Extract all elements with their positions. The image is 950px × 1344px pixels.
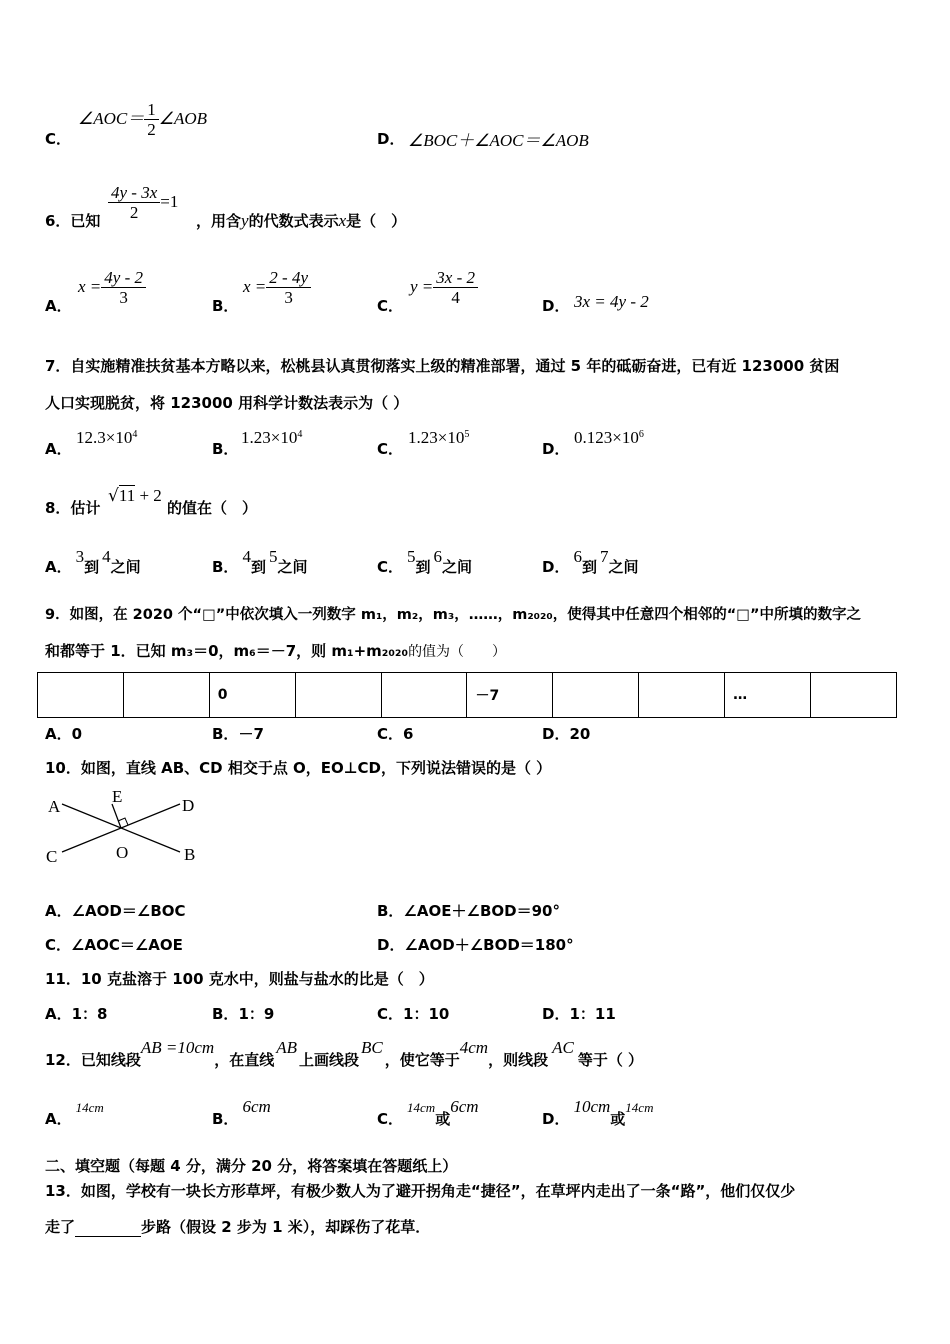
q6-stem-suffix: ，用含y的代数式表示x是（ ） bbox=[196, 211, 407, 230]
grid-cell bbox=[553, 673, 639, 718]
q6-option-a-expr: x = $\frac{4y - 2}{3}$ bbox=[78, 268, 146, 307]
q7-stem-line1: 7．自实施精准扶贫基本方略以来，松桃县认真贯彻落实上级的精准部署，通过 5 年的砥砺奋进，已有近 123000 贫困 bbox=[45, 357, 840, 375]
q13-stem-line2: 走了 步路（假设 2 步为 1 米），却踩伤了花草． bbox=[45, 1218, 431, 1236]
q9-number-grid bbox=[37, 672, 897, 718]
grid-cell bbox=[639, 673, 725, 718]
q12-stem: 12．已知线段AB =10cm，在直线AB上画线段BC，使它等于4cm，则线段AC等于（ ） bbox=[45, 1038, 644, 1069]
q10-intersecting-lines-figure bbox=[40, 782, 210, 872]
q6-option-c-expr: y = $\frac{3x - 2}{4}$ bbox=[410, 268, 478, 307]
label-c: C bbox=[46, 847, 58, 866]
q7-option-a-label: A． bbox=[45, 440, 72, 458]
q5-option-c-expr: ∠AOC＝ $\frac{1}{2}$ ∠AOB bbox=[78, 100, 208, 139]
q6-option-c-label: C． bbox=[377, 297, 404, 315]
q7-option-b-label: B． bbox=[212, 440, 239, 458]
grid-cell bbox=[381, 673, 467, 718]
q8-stem-suffix: 的值在（ ） bbox=[167, 499, 258, 517]
q10-option-d: D．∠AOD＋∠BOD＝180° bbox=[377, 936, 574, 954]
label-e: E bbox=[112, 787, 123, 806]
q6-option-b-label: B． bbox=[212, 297, 239, 315]
label-o: O bbox=[116, 843, 129, 862]
q7-option-c-value: $1.23\times 10^5$ bbox=[408, 428, 470, 447]
grid-cell: －7 bbox=[467, 673, 553, 718]
q12-option-a: A．14cm bbox=[45, 1100, 104, 1128]
q7-option-d-label: D． bbox=[542, 440, 570, 458]
q9-option-c: C．6 bbox=[377, 725, 414, 743]
q7-option-c-label: C． bbox=[377, 440, 404, 458]
q13-answer-blank[interactable] bbox=[75, 1222, 141, 1237]
q8-option-d: D．6到7之间 bbox=[542, 547, 639, 576]
q12-option-c: C．14cm或6cm bbox=[377, 1097, 479, 1128]
label-b: B bbox=[184, 845, 196, 864]
q9-option-d: D．20 bbox=[542, 725, 591, 743]
q8-stem-prefix: 8．估计 bbox=[45, 499, 101, 517]
q9-option-b: B．－7 bbox=[212, 725, 264, 743]
q6-stem-prefix: 6．已知 bbox=[45, 212, 101, 230]
section2-heading: 二、填空题（每题 4 分，满分 20 分，将答案填在答题纸上） bbox=[45, 1157, 458, 1175]
q6-option-d-label: D． bbox=[542, 297, 570, 315]
q10-stem: 10．如图，直线 AB、CD 相交于点 O，EO⊥CD，下列说法错误的是（ ） bbox=[45, 759, 552, 777]
q7-option-b-value: $1.23\times 10^4$ bbox=[241, 428, 303, 447]
grid-cell: … bbox=[725, 673, 811, 718]
q7-option-a-value: $12.3\times 10^4$ bbox=[76, 428, 138, 447]
label-d: D bbox=[182, 796, 195, 815]
q8-option-a: A．3到4之间 bbox=[45, 547, 141, 576]
q7-option-d-value: $0.123\times 10^6$ bbox=[574, 428, 644, 447]
grid-cell bbox=[123, 673, 209, 718]
q11-option-a: A．1：8 bbox=[45, 1005, 108, 1023]
q8-option-b: B．4到5之间 bbox=[212, 547, 308, 576]
q10-option-c: C．∠AOC＝∠AOE bbox=[45, 936, 183, 954]
q9-stem-line1: 9．如图，在 2020 个“□”中依次填入一列数字 m₁，m₂，m₃，……，m₂₀₂₀，使得其中任意四个相邻的“□”中所填的数字之 bbox=[45, 607, 861, 623]
label-a: A bbox=[48, 797, 61, 816]
q6-option-a-label: A． bbox=[45, 297, 72, 315]
q11-stem: 11．10 克盐溶于 100 克水中，则盐与盐水的比是（ ） bbox=[45, 970, 434, 988]
q6-option-d-expr: 3x = 4y - 2 bbox=[574, 292, 649, 311]
grid-cell bbox=[38, 673, 124, 718]
q9-option-a: A．0 bbox=[45, 725, 83, 743]
q8-stem-expression: √11 + 2 bbox=[108, 486, 162, 506]
q10-option-b: B．∠AOE＋∠BOD＝90° bbox=[377, 902, 560, 920]
q9-stem-line2: 和都等于 1．已知 m₃＝0，m₆＝－7，则 m₁+m₂₀₂₀的值为（ ） bbox=[45, 642, 507, 660]
q12-option-d: D．10cm或14cm bbox=[542, 1097, 654, 1128]
grid-cell bbox=[811, 673, 897, 718]
grid-cell bbox=[295, 673, 381, 718]
grid-cell: 0 bbox=[209, 673, 295, 718]
q13-stem-line1: 13．如图，学校有一块长方形草坪，有极少数人为了避开拐角走“捷径”，在草坪内走出了一条“路”，他们仅仅少 bbox=[45, 1182, 796, 1200]
q5-option-d-label: D． bbox=[377, 130, 405, 148]
q11-option-b: B．1：9 bbox=[212, 1005, 275, 1023]
q11-option-c: C．1：10 bbox=[377, 1005, 450, 1023]
q5-option-d-expr: ∠BOC＋∠AOC＝∠AOB bbox=[408, 131, 589, 150]
q11-option-d: D．1：11 bbox=[542, 1005, 616, 1023]
q5-option-c-label: C． bbox=[45, 130, 72, 148]
q7-stem-line2: 人口实现脱贫，将 123000 用科学计数法表示为（ ） bbox=[45, 394, 409, 412]
q12-option-b: B．6cm bbox=[212, 1097, 271, 1128]
q6-option-b-expr: x = $\frac{2 - 4y}{3}$ bbox=[243, 268, 311, 307]
q6-stem-fraction: $\frac{4y - 3x}{2}$ =1 bbox=[108, 183, 178, 222]
q8-option-c: C．5到6之间 bbox=[377, 547, 473, 576]
q10-option-a: A．∠AOD＝∠BOC bbox=[45, 902, 186, 920]
